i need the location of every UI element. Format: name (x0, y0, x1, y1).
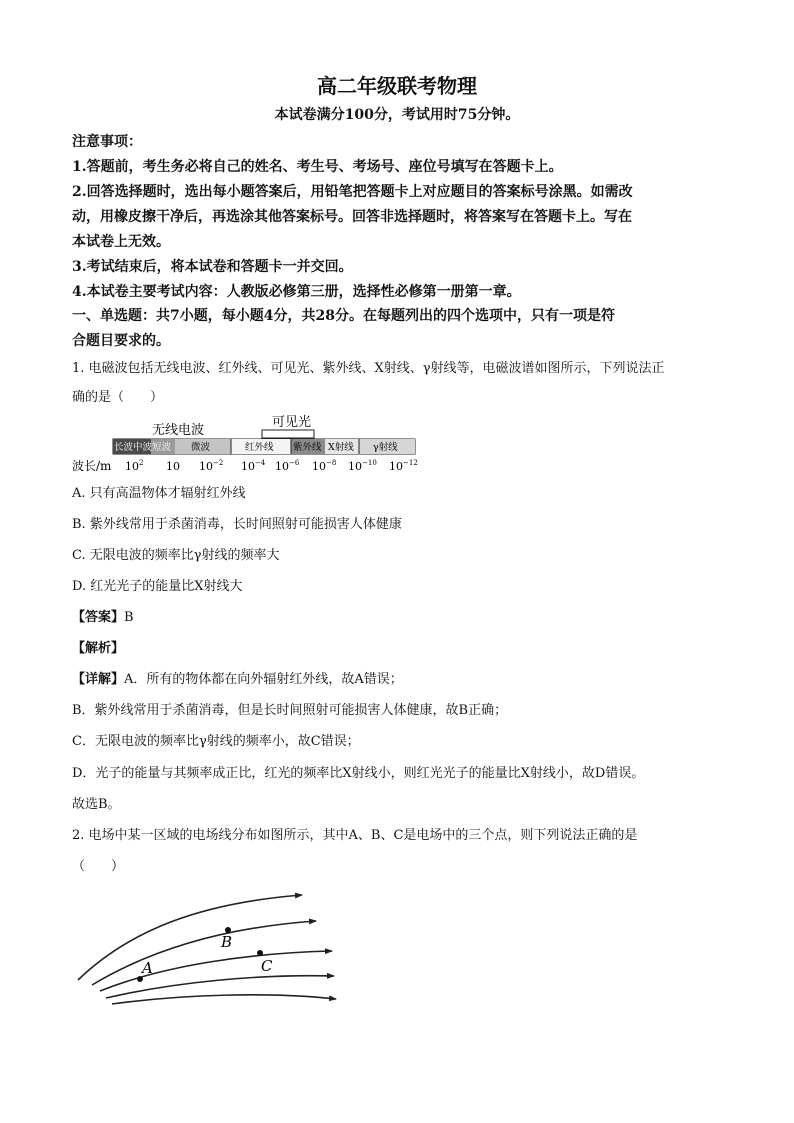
answer-value: B (124, 610, 134, 625)
q1-detail-line: B．紫外线常用于杀菌消毒，但是长时间照射可能损害人体健康，故B正确； (72, 703, 508, 718)
q1-analysis-tag (72, 637, 124, 656)
q1-conclusion: 故选B。 (72, 797, 121, 812)
note-item: 本试卷上无效。 (72, 234, 170, 250)
tick-label: $10^2$ (125, 459, 144, 473)
band-ultraviolet: 紫外线 (293, 442, 322, 453)
em-spectrum-figure (70, 410, 430, 476)
q1-stem: 1. 电磁波包括无线电波、红外线、可见光、紫外线、X射线、γ射线等，电磁波谱如图所示，下列说法正 (72, 361, 665, 376)
field-line (112, 995, 336, 1004)
axis-label-wavelength: 波长/m (72, 459, 112, 473)
band-xray: X射线 (328, 442, 354, 453)
tick-label: $10^{-4}$ (241, 459, 266, 473)
tick-label: $10^{-6}$ (275, 459, 300, 473)
note-item: 1.答题前，考生务必将自己的姓名、考生号、考场号、座位号填写在答题卡上。 (72, 159, 563, 175)
detail-tag: 【详解】 (72, 672, 125, 687)
answer-tag: 【答案】 (72, 610, 125, 625)
field-line (100, 951, 332, 991)
tick-label: $10^{-12}$ (389, 459, 418, 473)
band-medium: 中波 (133, 442, 153, 453)
note-item: 3.考试结束后，将本试卷和答题卡一并交回。 (72, 259, 353, 275)
visible-light-bracket (262, 430, 314, 438)
q1-detail-line (72, 668, 403, 687)
band-microwave: 微波 (191, 442, 211, 453)
analysis-tag: 【解析】 (72, 641, 125, 656)
note-item: 2.回答选择题时，选出每小题答案后，用铅笔把答题卡上对应题目的答案标号涂黑。如需改 (72, 184, 633, 200)
q1-option-a: A. 只有高温物体才辐射红外线 (72, 486, 246, 501)
note-item: 动，用橡皮擦干净后，再选涂其他答案标号。回答非选择题时，将答案写在答题卡上。写在 (72, 209, 632, 225)
point-c (257, 950, 263, 956)
note-item: 4.本试卷主要考试内容：人教版必修第三册，选择性必修第一册第一章。 (72, 284, 521, 300)
band-short: 短波 (152, 442, 172, 453)
page-title: 高二年级联考物理 (317, 74, 477, 98)
label-point-b: B (221, 933, 233, 951)
q1-stem-cont: 确的是（ ） (72, 390, 164, 405)
section-heading: 一、单选题：共7小题，每小题4分，共28分。在每题列出的四个选项中，只有一项是符 (72, 308, 615, 324)
q2-stem-cont: （ ） (72, 859, 125, 874)
q1-option-b: B. 紫外线常用于杀菌消毒，长时间照射可能损害人体健康 (72, 517, 402, 532)
page-subtitle: 本试卷满分100分，考试用时75分钟。 (274, 107, 520, 123)
tick-label: $10^{-10}$ (348, 459, 377, 473)
band-long: 长波 (114, 442, 134, 453)
label-point-c: C (261, 957, 273, 975)
section-heading-cont: 合题目要求的。 (72, 333, 170, 349)
label-point-a: A (142, 959, 153, 977)
label-visible-light: 可见光 (272, 415, 312, 430)
band-gamma: γ射线 (373, 442, 398, 453)
band-infrared: 红外线 (245, 442, 274, 453)
tick-label: $10^{-8}$ (312, 459, 337, 473)
notes-heading: 注意事项： (72, 134, 142, 150)
electric-field-figure (70, 885, 360, 1015)
tick-label: 10 (166, 460, 180, 473)
detail-text: A．所有的物体都在向外辐射红外线，故A错误； (124, 672, 403, 687)
q1-answer (72, 606, 134, 625)
label-radio-waves: 无线电波 (152, 423, 205, 438)
q1-detail-line: D．光子的能量与其频率成正比，红光的频率比X射线小，则红光光子的能量比X射线小，故D错误。 (72, 766, 645, 781)
q1-option-c: C. 无限电波的频率比γ射线的频率大 (72, 548, 280, 563)
q2-stem: 2. 电场中某一区域的电场线分布如图所示，其中A、B、C是电场中的三个点，则下列说法正确的是 (72, 828, 638, 843)
tick-label: $10^{-2}$ (199, 459, 224, 473)
q1-detail-line: C．无限电波的频率比γ射线的频率小，故C错误； (72, 734, 360, 749)
q1-option-d: D. 红光光子的能量比X射线大 (72, 579, 243, 594)
